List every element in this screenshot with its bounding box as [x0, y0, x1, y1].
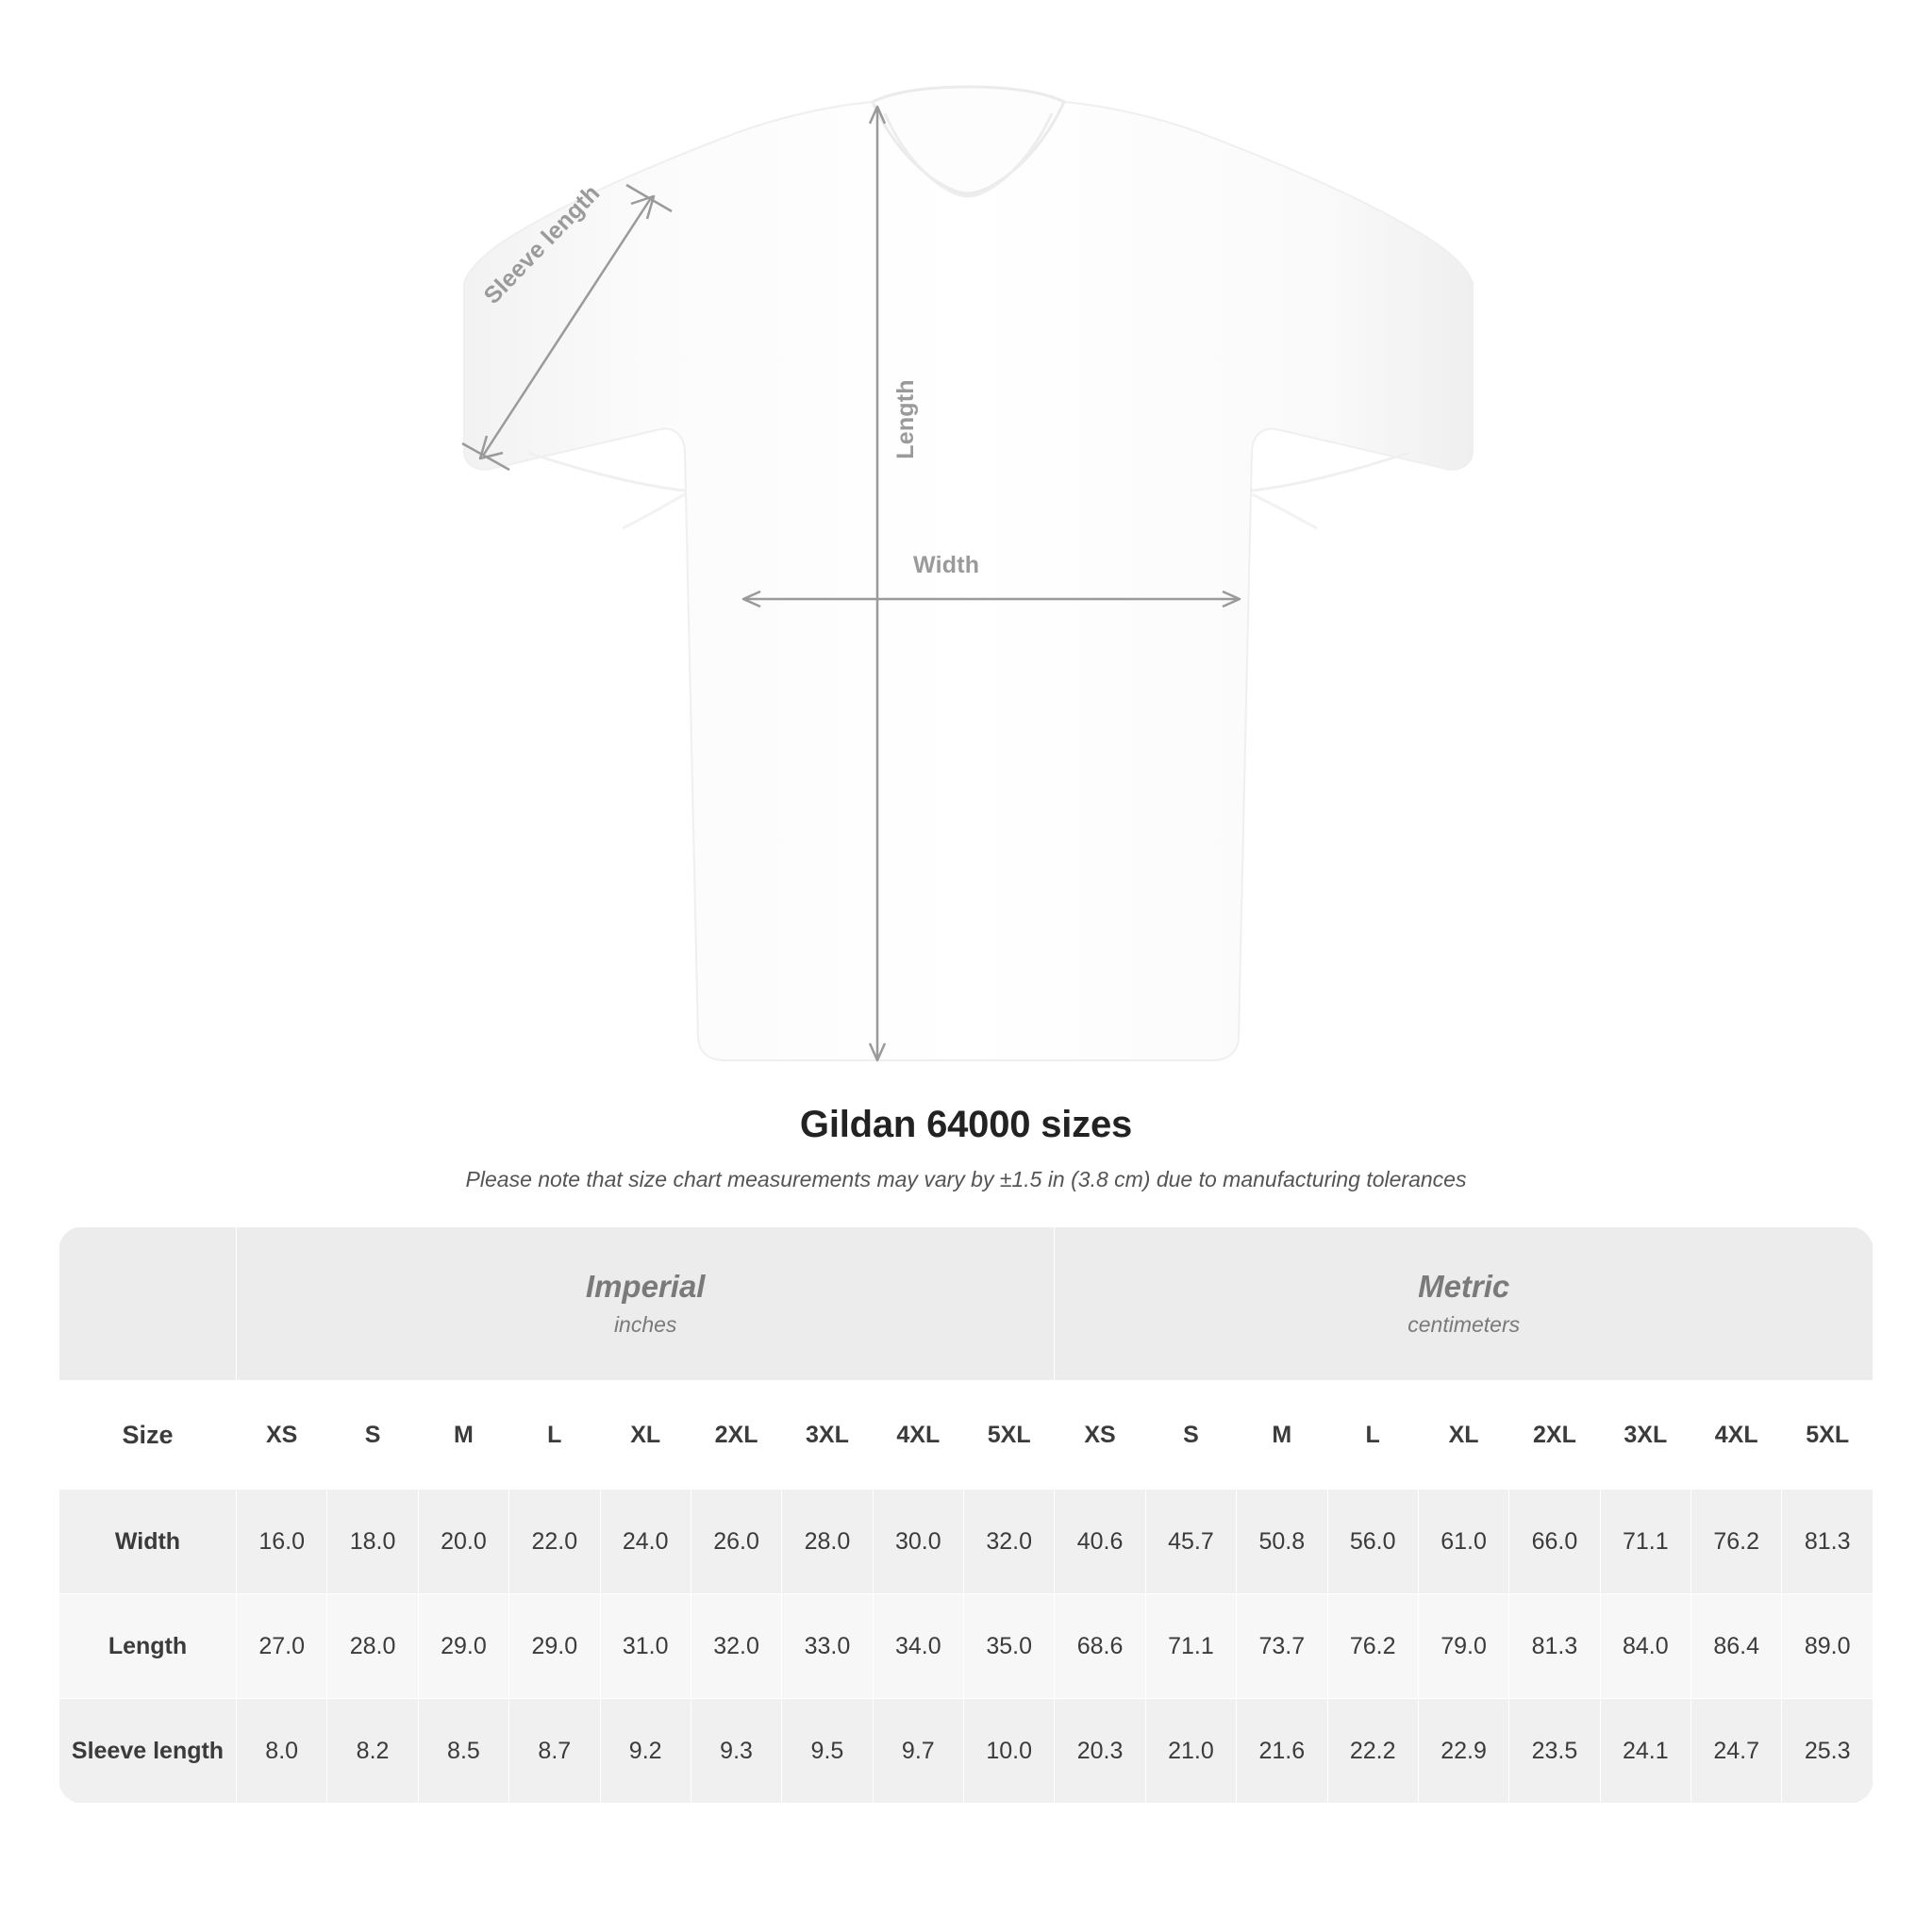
cell-length-s-metric: 71.1	[1145, 1594, 1236, 1699]
cell-width-5xl-imperial: 32.0	[964, 1490, 1055, 1594]
cell-width-xl-metric: 61.0	[1418, 1490, 1508, 1594]
length-label: Length	[891, 379, 919, 459]
cell-sleeve-length-s-metric: 21.0	[1145, 1699, 1236, 1804]
cell-sleeve-length-2xl-metric: 23.5	[1509, 1699, 1600, 1804]
size-column-5xl-metric: 5XL	[1782, 1381, 1874, 1490]
size-header-row	[59, 1381, 1874, 1490]
cell-sleeve-length-5xl-imperial: 10.0	[964, 1699, 1055, 1804]
cell-length-4xl-metric: 86.4	[1691, 1594, 1782, 1699]
size-column-xl-metric: XL	[1418, 1381, 1508, 1490]
unit-subtitle: inches	[613, 1311, 677, 1337]
cell-length-xs-metric: 68.6	[1055, 1594, 1145, 1699]
cell-width-xs-metric: 40.6	[1055, 1490, 1145, 1594]
cell-length-3xl-imperial: 33.0	[782, 1594, 873, 1699]
cell-width-3xl-imperial: 28.0	[782, 1490, 873, 1594]
cell-length-m-imperial: 29.0	[418, 1594, 508, 1699]
table-row	[59, 1490, 1874, 1594]
size-column-3xl-imperial: 3XL	[782, 1381, 873, 1490]
cell-width-xs-imperial: 16.0	[237, 1490, 327, 1594]
cell-sleeve-length-5xl-metric: 25.3	[1782, 1699, 1874, 1804]
cell-sleeve-length-xs-metric: 20.3	[1055, 1699, 1145, 1804]
size-column-4xl-metric: 4XL	[1691, 1381, 1782, 1490]
cell-sleeve-length-3xl-imperial: 9.5	[782, 1699, 873, 1804]
cell-sleeve-length-4xl-imperial: 9.7	[873, 1699, 963, 1804]
size-column-3xl-metric: 3XL	[1600, 1381, 1690, 1490]
unit-header-metric	[1055, 1227, 1874, 1381]
cell-sleeve-length-l-imperial: 8.7	[509, 1699, 600, 1804]
cell-sleeve-length-4xl-metric: 24.7	[1691, 1699, 1782, 1804]
cell-length-l-metric: 76.2	[1327, 1594, 1418, 1699]
cell-width-s-imperial: 18.0	[327, 1490, 418, 1594]
size-column-4xl-imperial: 4XL	[873, 1381, 963, 1490]
row-header-sleeve-length: Sleeve length	[59, 1699, 237, 1804]
size-column-l-metric: L	[1327, 1381, 1418, 1490]
cell-length-s-imperial: 28.0	[327, 1594, 418, 1699]
cell-width-xl-imperial: 24.0	[600, 1490, 691, 1594]
cell-width-m-imperial: 20.0	[418, 1490, 508, 1594]
cell-length-m-metric: 73.7	[1237, 1594, 1327, 1699]
cell-length-5xl-imperial: 35.0	[964, 1594, 1055, 1699]
size-column-5xl-imperial: 5XL	[964, 1381, 1055, 1490]
tolerance-note: Please note that size chart measurements may vary by ±1.5 in (3.8 cm) due to manufacturing tolerances	[465, 1167, 1467, 1191]
cell-sleeve-length-3xl-metric: 24.1	[1600, 1699, 1690, 1804]
title-block	[0, 1104, 1932, 1192]
cell-sleeve-length-s-imperial: 8.2	[327, 1699, 418, 1804]
cell-sleeve-length-xl-imperial: 9.2	[600, 1699, 691, 1804]
row-header-length: Length	[59, 1594, 237, 1699]
size-column-m-metric: M	[1237, 1381, 1327, 1490]
cell-width-5xl-metric: 81.3	[1782, 1490, 1874, 1594]
unit-name: Imperial	[585, 1269, 706, 1305]
size-column-s-metric: S	[1145, 1381, 1236, 1490]
size-table	[58, 1226, 1874, 1804]
page-title: Gildan 64000 sizes	[799, 1104, 1133, 1145]
size-column-xs-metric: XS	[1055, 1381, 1145, 1490]
cell-length-xl-metric: 79.0	[1418, 1594, 1508, 1699]
size-column-xs-imperial: XS	[237, 1381, 327, 1490]
cell-length-4xl-imperial: 34.0	[873, 1594, 963, 1699]
size-column-s-imperial: S	[327, 1381, 418, 1490]
cell-length-2xl-imperial: 32.0	[691, 1594, 781, 1699]
unit-header-spacer	[59, 1227, 237, 1381]
unit-subtitle: centimeters	[1407, 1311, 1521, 1337]
table-row	[59, 1594, 1874, 1699]
width-label: Width	[913, 552, 980, 578]
cell-width-l-metric: 56.0	[1327, 1490, 1418, 1594]
cell-length-5xl-metric: 89.0	[1782, 1594, 1874, 1699]
cell-sleeve-length-m-imperial: 8.5	[418, 1699, 508, 1804]
unit-header-row	[59, 1227, 1874, 1381]
cell-length-3xl-metric: 84.0	[1600, 1594, 1690, 1699]
size-column-2xl-metric: 2XL	[1509, 1381, 1600, 1490]
size-column-header: Size	[59, 1381, 237, 1490]
row-header-width: Width	[59, 1490, 237, 1594]
cell-width-s-metric: 45.7	[1145, 1490, 1236, 1594]
sleeve-length-label: Sleeve length	[478, 179, 606, 309]
size-column-l-imperial: L	[509, 1381, 600, 1490]
cell-width-2xl-imperial: 26.0	[691, 1490, 781, 1594]
cell-sleeve-length-l-metric: 22.2	[1327, 1699, 1418, 1804]
unit-header-imperial	[237, 1227, 1055, 1381]
cell-width-2xl-metric: 66.0	[1509, 1490, 1600, 1594]
cell-length-l-imperial: 29.0	[509, 1594, 600, 1699]
size-column-2xl-imperial: 2XL	[691, 1381, 781, 1490]
cell-width-m-metric: 50.8	[1237, 1490, 1327, 1594]
cell-sleeve-length-m-metric: 21.6	[1237, 1699, 1327, 1804]
cell-sleeve-length-xs-imperial: 8.0	[237, 1699, 327, 1804]
size-column-m-imperial: M	[418, 1381, 508, 1490]
size-table-wrapper	[58, 1226, 1874, 1804]
cell-width-l-imperial: 22.0	[509, 1490, 600, 1594]
cell-length-xl-imperial: 31.0	[600, 1594, 691, 1699]
cell-length-2xl-metric: 81.3	[1509, 1594, 1600, 1699]
cell-sleeve-length-2xl-imperial: 9.3	[691, 1699, 781, 1804]
cell-sleeve-length-xl-metric: 22.9	[1418, 1699, 1508, 1804]
cell-length-xs-imperial: 27.0	[237, 1594, 327, 1699]
size-column-xl-imperial: XL	[600, 1381, 691, 1490]
table-row	[59, 1699, 1874, 1804]
cell-width-3xl-metric: 71.1	[1600, 1490, 1690, 1594]
cell-width-4xl-imperial: 30.0	[873, 1490, 963, 1594]
unit-name: Metric	[1418, 1269, 1510, 1305]
cell-width-4xl-metric: 76.2	[1691, 1490, 1782, 1594]
